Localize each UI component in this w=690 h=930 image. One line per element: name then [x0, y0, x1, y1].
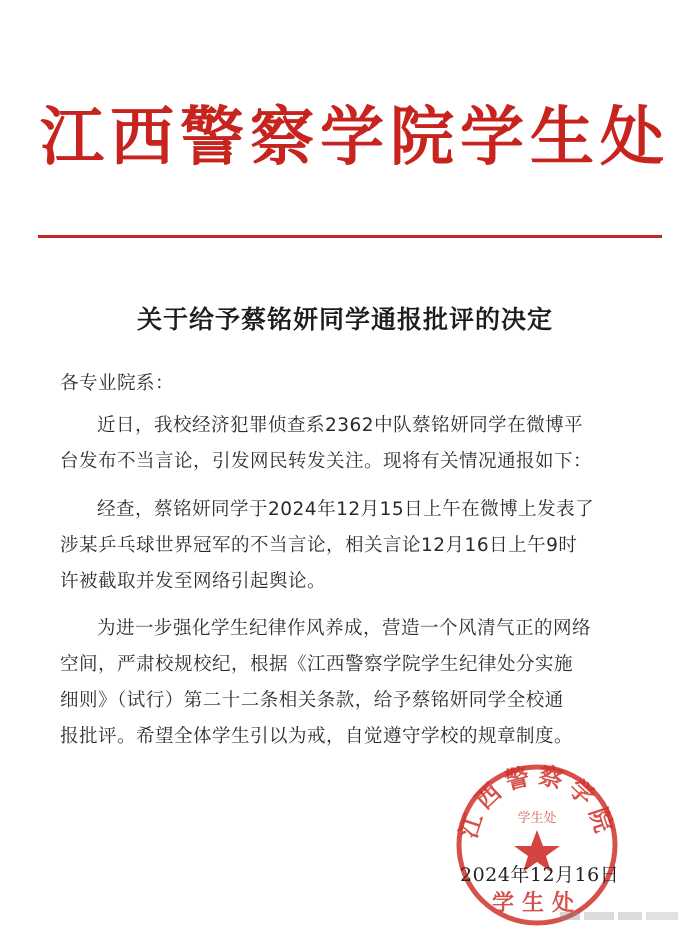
salutation-text: 各专业院系： — [60, 373, 175, 394]
paragraph-3 — [60, 611, 660, 755]
seal-bottom-text: 学生处 — [491, 890, 583, 916]
letterhead-title: 江西警察学院学生处 — [40, 100, 670, 175]
document-title: 关于给予蔡铭妍同学通报批评的决定 — [136, 305, 553, 334]
seal-center-text: 学生处 — [517, 811, 557, 826]
paragraph-line: 台发布不当言论，引发网民转发关注。现将有关情况通报如下： — [60, 451, 593, 472]
paragraph-line: 近日，我校经济犯罪侦查系2362中队蔡铭妍同学在微博平 — [97, 415, 584, 436]
paragraph-2 — [60, 492, 660, 600]
paragraph-line: 细则》（试行）第二十二条相关条款，给予蔡铭妍同学全校通 — [60, 690, 564, 711]
document-date: 2024年12月16日 — [460, 864, 620, 886]
paragraph-line: 涉某乒乓球世界冠军的不当言论，相关言论12月16日上午9时 — [60, 535, 578, 556]
salutation — [60, 366, 660, 402]
watermark-icon — [560, 908, 680, 924]
svg-text:江西警察学院 — [453, 760, 620, 842]
paragraph-line: 报批评。希望全体学生引以为戒，自觉遵守学校的规章制度。 — [60, 726, 574, 747]
paragraph-line: 许被截取并发至网络引起舆论。 — [60, 571, 327, 592]
paragraph-line: 为进一步强化学生纪律作风养成，营造一个风清气正的网络 — [97, 618, 592, 639]
letterhead-divider — [38, 235, 662, 238]
official-seal-stamp — [452, 760, 622, 930]
paragraph-line: 空间，严肃校规校纪，根据《江西警察学院学生纪律处分实施 — [60, 654, 574, 675]
paragraph-line: 经查，蔡铭妍同学于2024年12月15日上午在微博上发表了 — [97, 499, 595, 520]
seal-ring-text: 江西警察学院 — [453, 760, 621, 842]
paragraph-1 — [60, 408, 660, 480]
